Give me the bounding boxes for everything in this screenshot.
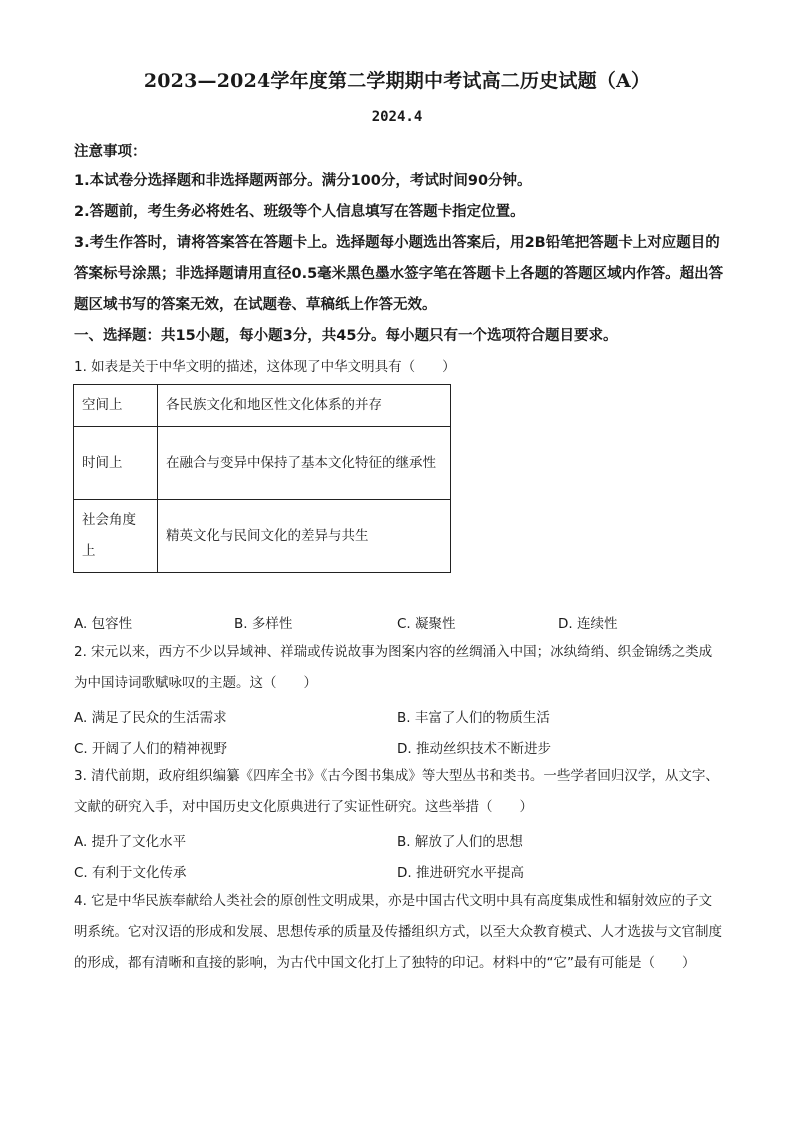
notice-item-3: 3.考生作答时，请将答案答在答题卡上。选择题每小题选出答案后，用2B铅笔把答题卡上对应题目的答案标号涂黑；非选择题请用直径0.5毫米黑色墨水签字笔在答题卡上各题的答题区域内作答。超出答题区域书写的答案无效，在试题卷、草稿纸上作答无效。 bbox=[74, 235, 724, 313]
notice-item-1: 1.本试卷分选择题和非选择题两部分。满分100分，考试时间90分钟。 bbox=[74, 173, 532, 189]
table-cell: 精英文化与民间文化的差异与共生 bbox=[158, 500, 451, 573]
question-3-option-a: A. 提升了文化水平 bbox=[74, 834, 187, 850]
table-row bbox=[74, 427, 451, 500]
question-2-stem: 2. 宋元以来，西方不少以异域神、祥瑞或传说故事为图案内容的丝绸涌入中国；冰纨绮绡、织金锦绣之类成为中国诗词歌赋咏叹的主题。这（ ） bbox=[74, 644, 713, 691]
question-1-table bbox=[73, 384, 451, 573]
exam-date: 2024.4 bbox=[371, 109, 423, 125]
question-3-option-b: B. 解放了人们的思想 bbox=[397, 834, 523, 850]
table-row bbox=[74, 500, 451, 573]
question-1-stem: 1. 如表是关于中华文明的描述，这体现了中华文明具有（ ） bbox=[74, 359, 456, 375]
question-2-option-d: D. 推动丝织技术不断进步 bbox=[397, 741, 551, 757]
question-3-option-c: C. 有利于文化传承 bbox=[74, 865, 187, 881]
table-cell: 在融合与变异中保持了基本文化特征的继承性 bbox=[158, 427, 451, 500]
section-heading: 一、选择题：共15小题，每小题3分，共45分。每小题只有一个选项符合题目要求。 bbox=[74, 328, 618, 344]
notice-heading: 注意事项： bbox=[74, 144, 147, 160]
question-2-option-b: B. 丰富了人们的物质生活 bbox=[397, 710, 550, 726]
table-cell: 空间上 bbox=[74, 385, 158, 427]
question-1-option-d: D. 连续性 bbox=[558, 616, 618, 632]
question-4-stem: 4. 它是中华民族奉献给人类社会的原创性文明成果，亦是中国古代文明中具有高度集成性和辐射效应的子文明系统。它对汉语的形成和发展、思想传承的质量及传播组织方式，以至大众教育模式、人才选拔与文官制度的形成，都有清晰和直接的影响，为古代中国文化打上了独特的印记。材料中的“它”最有可能是（ ） bbox=[74, 893, 722, 971]
table-cell: 社会角度上 bbox=[74, 500, 158, 573]
table-cell: 时间上 bbox=[74, 427, 158, 500]
table-row bbox=[74, 385, 451, 427]
table-cell: 各民族文化和地区性文化体系的并存 bbox=[158, 385, 451, 427]
notice-item-2: 2.答题前，考生务必将姓名、班级等个人信息填写在答题卡指定位置。 bbox=[74, 204, 525, 220]
question-1-option-c: C. 凝聚性 bbox=[397, 616, 456, 632]
question-2-option-c: C. 开阔了人们的精神视野 bbox=[74, 741, 228, 757]
question-1-option-a: A. 包容性 bbox=[74, 616, 133, 632]
question-1-option-b: B. 多样性 bbox=[234, 616, 293, 632]
question-2-option-a: A. 满足了民众的生活需求 bbox=[74, 710, 227, 726]
page-title: 2023—2024学年度第二学期期中考试高二历史试题（A） bbox=[143, 70, 651, 92]
question-3-stem: 3. 清代前期，政府组织编纂《四库全书》《古今图书集成》等大型丛书和类书。一些学者回归汉学，从文字、文献的研究入手，对中国历史文化原典进行了实证性研究。这些举措（ ） bbox=[74, 768, 719, 815]
question-3-option-d: D. 推进研究水平提高 bbox=[397, 865, 524, 881]
